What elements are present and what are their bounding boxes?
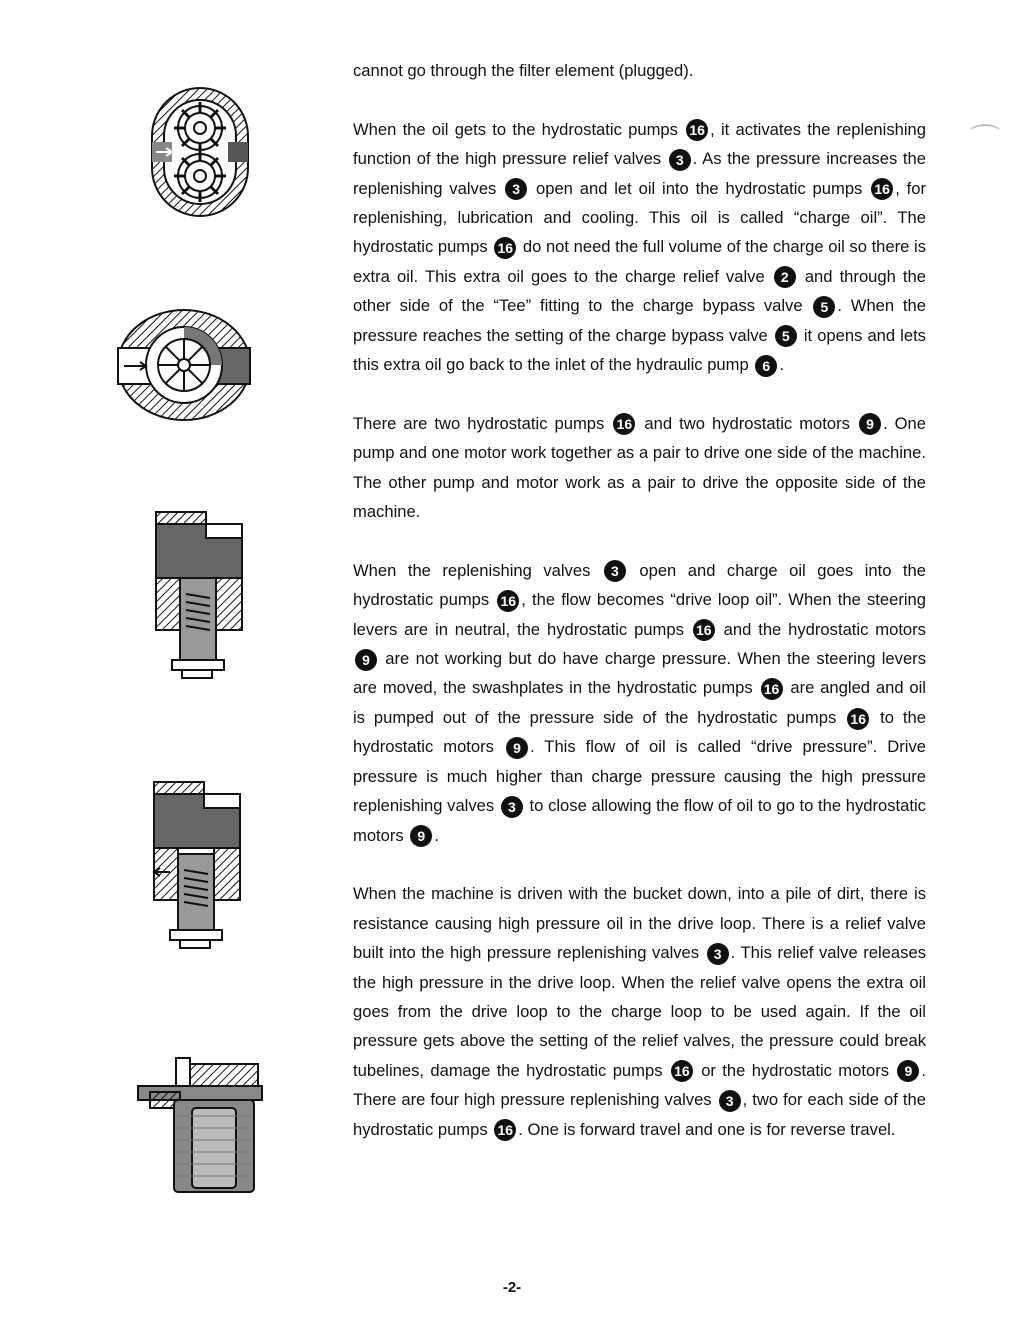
paragraph-2 xyxy=(353,115,926,380)
paragraph-text: , the flow becomes “drive loop oil”. When the steering levers are in neutral, the hydrostatic pumps xyxy=(353,590,926,639)
paragraph-text: . When the pressure reaches the setting of the charge bypass valve xyxy=(353,296,926,345)
callout-number-badge: 3 xyxy=(604,560,626,582)
replenishing-valve-open-illustration xyxy=(152,780,244,950)
paragraph-text: do not need the full volume of the charge oil so there is extra oil. This extra oil goes to the charge relief valve xyxy=(353,237,926,286)
paragraph-text: cannot go through the filter element (plugged). xyxy=(353,61,694,80)
edge-mark: ⌒ xyxy=(970,124,1000,157)
paragraph-5 xyxy=(353,879,926,1144)
paragraph-text: or the hydrostatic motors xyxy=(694,1060,896,1080)
callout-number-badge: 3 xyxy=(719,1090,741,1112)
paragraph-4 xyxy=(353,556,926,850)
callout-number-badge: 9 xyxy=(859,413,881,435)
paragraph-text: it opens and lets this extra oil go back to the inlet of the hydraulic pump xyxy=(353,325,926,375)
callout-number-badge: 9 xyxy=(506,737,528,759)
paragraph-text: and the hydrostatic motors xyxy=(716,619,926,639)
page-number: -2- xyxy=(502,1279,522,1296)
replenishing-valve-closed-illustration xyxy=(154,510,246,680)
callout-number-badge: 6 xyxy=(755,355,777,377)
paragraph-text: . As the pressure increases the replenishing valves xyxy=(353,149,926,198)
paragraph-text: are angled and oil is pumped out of the pressure side of the hydrostatic pumps xyxy=(353,678,926,727)
paragraph-text: , two for each side of the hydrostatic pumps xyxy=(353,1090,926,1139)
paragraph-text: There are two hydrostatic pumps xyxy=(353,413,612,433)
paragraph-1 xyxy=(353,56,926,85)
paragraph-text: , it activates the replenishing function of the high pressure relief valves xyxy=(353,119,927,169)
callout-number-badge: 5 xyxy=(813,296,835,318)
paragraph-text: are not working but do have charge pressure. When the steering levers are moved, the swashplates in the hydrostatic pumps xyxy=(353,649,926,698)
paragraph-text: When the replenishing valves xyxy=(353,560,602,580)
paragraph-text: . There are four high pressure replenishing valves xyxy=(353,1060,926,1110)
callout-number-badge: 9 xyxy=(897,1060,919,1082)
callout-number-badge: 3 xyxy=(505,178,527,200)
callout-number-badge: 16 xyxy=(871,178,893,200)
paragraph-text: . xyxy=(434,825,439,845)
paragraph-text: . This relief valve releases the high pressure in the drive loop. When the relief valve opens the extra oil goes from the drive loop to the charge loop to be used again. If the oil pressure gets above the setting of the relief valves, the pressure could break tubelines, damage the hydrostatic pumps xyxy=(353,943,926,1080)
vane-pump-illustration xyxy=(116,308,252,422)
paragraph-text: . This flow of oil is called “drive pressure”. Drive pressure is much higher than charge pressure causing the high pressure replenishing valves xyxy=(353,737,926,816)
callout-number-badge: 16 xyxy=(847,708,869,730)
callout-number-badge: 16 xyxy=(671,1060,693,1082)
paragraph-text: . xyxy=(779,355,784,375)
callout-number-badge: 16 xyxy=(494,1119,516,1141)
callout-number-badge: 3 xyxy=(669,149,691,171)
paragraph-text: When the machine is driven with the bucket down, into a pile of dirt, there is resistance causing high pressure oil in the drive loop. There is a relief valve built into the high pressure replenishing valves xyxy=(353,884,926,963)
callout-number-badge: 5 xyxy=(775,325,797,347)
paragraph-text: , for replenishing, lubrication and cooling. This oil is called “charge oil”. The hydrostatic pumps xyxy=(353,178,926,257)
paragraph-3 xyxy=(353,409,926,527)
body-text-column xyxy=(353,56,926,1173)
paragraph-text: to the hydrostatic motors xyxy=(353,707,926,757)
callout-number-badge: 2 xyxy=(774,266,796,288)
paragraph-text: When the oil gets to the hydrostatic pumps xyxy=(353,119,685,139)
callout-number-badge: 3 xyxy=(707,943,729,965)
callout-number-badge: 16 xyxy=(494,237,516,259)
paragraph-text: to close allowing the flow of oil to go to the hydrostatic motors xyxy=(353,796,926,845)
callout-number-badge: 16 xyxy=(693,619,715,641)
paragraph-text: . One is forward travel and one is for reverse travel. xyxy=(518,1119,896,1139)
callout-number-badge: 16 xyxy=(497,590,519,612)
callout-number-badge: 9 xyxy=(410,825,432,847)
callout-number-badge: 16 xyxy=(686,119,708,141)
paragraph-text: and through the other side of the “Tee” fitting to the charge bypass valve xyxy=(353,266,926,316)
callout-number-badge: 16 xyxy=(761,678,783,700)
oil-filter-illustration xyxy=(136,1056,264,1196)
callout-number-badge: 16 xyxy=(613,413,635,435)
gear-pump-illustration xyxy=(150,86,250,218)
paragraph-text: open and let oil into the hydrostatic pumps xyxy=(529,178,870,198)
callout-number-badge: 3 xyxy=(501,796,523,818)
paragraph-text: open and charge oil goes into the hydrostatic pumps xyxy=(353,560,926,610)
paragraph-text: . One pump and one motor work together as a pair to drive one side of the machine. The other pump and motor work as a pair to drive the opposite side of the machine. xyxy=(353,413,926,522)
callout-number-badge: 9 xyxy=(355,649,377,671)
paragraph-text: and two hydrostatic motors xyxy=(637,413,857,433)
